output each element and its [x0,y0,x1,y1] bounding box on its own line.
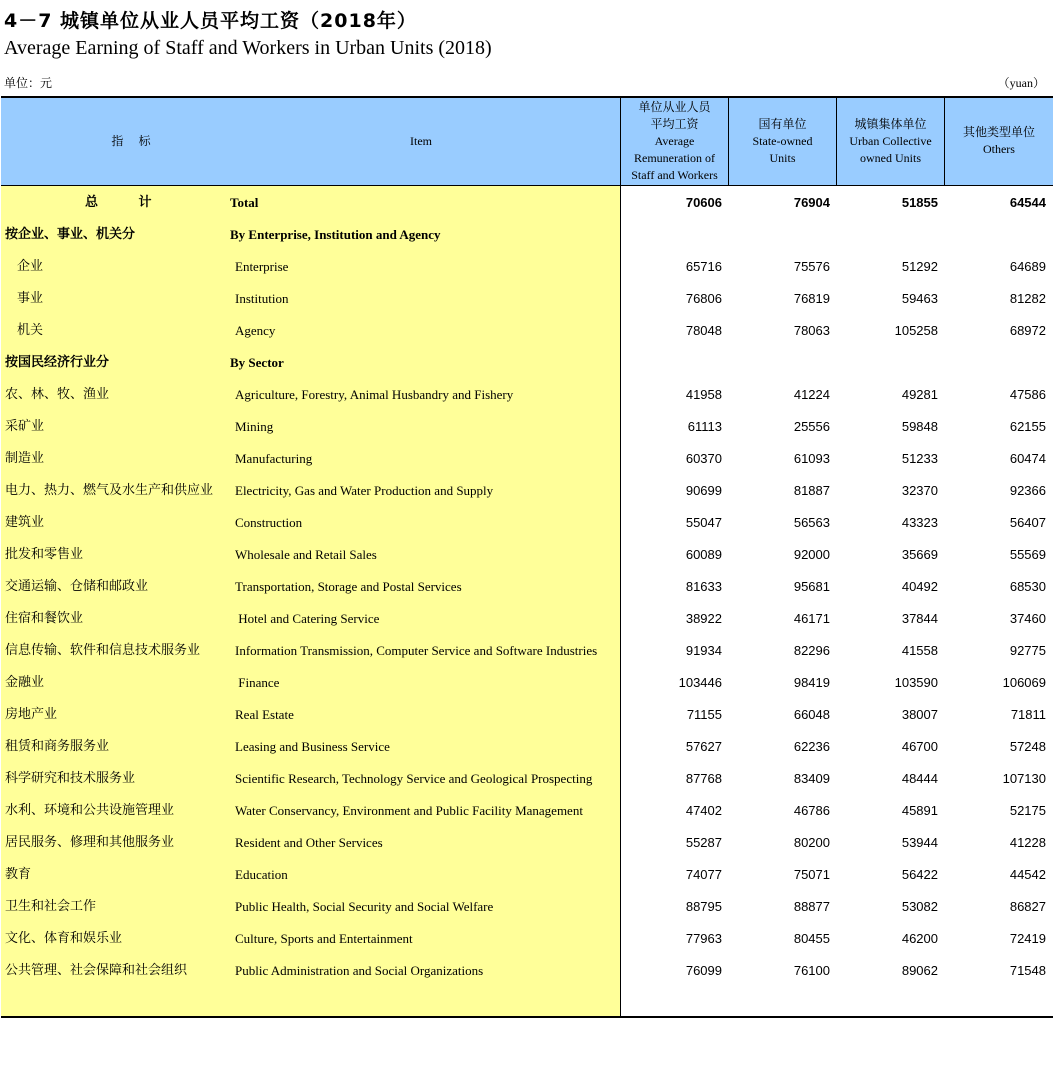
value-state-owned: 76100 [793,963,830,978]
row-label-en: By Enterprise, Institution and Agency [230,227,441,242]
value-others: 52175 [1009,803,1046,818]
row-label-cn: 交通运输、仓储和邮政业 [5,579,149,594]
value-state-owned: 98419 [793,675,830,690]
value-others: 71811 [1010,707,1046,722]
row-label-cn: 总 计 [85,195,170,210]
header-col-average [621,96,728,186]
value-average: 77963 [685,931,722,946]
row-label-cn: 农、林、牧、渔业 [5,387,110,402]
value-collective: 51855 [901,195,938,210]
header-col1-en-line1: Average [654,133,695,148]
row-label-cn: 建筑业 [5,515,45,530]
table-row [1,603,1053,635]
table-row [1,827,1053,859]
row-label-cn: 信息传输、软件和信息技术服务业 [5,643,201,658]
row-label-cn: 事业 [17,291,44,306]
row-label-en: Scientific Research, Technology Service and Geological Prospecting [235,771,593,786]
value-state-owned: 62236 [793,739,830,754]
table-row [1,859,1053,891]
value-collective: 46200 [901,931,938,946]
value-others: 86827 [1009,899,1046,914]
row-label-en: Total [230,195,259,210]
value-average: 74077 [685,867,722,882]
value-average: 103446 [678,675,722,690]
table-row [1,315,1053,347]
value-average: 71155 [686,707,722,722]
header-col2-en-line1: State-owned [752,133,813,148]
header-col4-en-line1: Others [982,142,1015,156]
value-state-owned: 61093 [793,451,830,466]
value-average: 91934 [685,643,722,658]
table-row [1,923,1053,955]
value-state-owned: 76819 [793,291,830,306]
value-others: 107130 [1002,771,1046,786]
table-title-en: Average Earning of Staff and Workers in Urban Units (2018) [4,37,492,59]
row-label-en: Transportation, Storage and Postal Services [235,579,462,594]
value-others: 64689 [1009,259,1046,274]
row-label-cn: 企业 [17,259,44,274]
value-state-owned: 76904 [793,195,830,210]
value-collective: 89062 [901,963,938,978]
header-col1-cn-line1: 单位从业人员 [638,99,711,114]
value-collective: 59463 [901,291,938,306]
value-collective: 46700 [901,739,938,754]
row-label-cn: 金融业 [5,675,45,690]
table-row [1,891,1053,923]
value-state-owned: 56563 [793,515,830,530]
row-label-en: Leasing and Business Service [235,739,390,754]
value-average: 60089 [685,547,722,562]
value-collective: 51292 [901,259,938,274]
value-state-owned: 88877 [793,899,830,914]
value-others: 72419 [1009,931,1046,946]
value-collective: 48444 [901,771,938,786]
row-label-cn: 住宿和餐饮业 [5,611,84,626]
value-collective: 51233 [901,451,938,466]
table-row [1,475,1053,507]
row-label-en: Culture, Sports and Entertainment [235,931,413,946]
row-label-cn: 制造业 [5,451,45,466]
header-col2-en-line2: Units [769,150,796,165]
value-state-owned: 83409 [793,771,830,786]
value-others [945,219,1046,251]
row-label-cn: 按企业、事业、机关分 [5,227,136,242]
value-average: 87768 [685,771,722,786]
row-label-cn: 科学研究和技术服务业 [5,771,136,786]
value-others: 62155 [1009,419,1046,434]
value-average: 47402 [685,803,722,818]
table-row [1,411,1053,443]
value-average: 81633 [685,579,722,594]
row-label-en: Public Health, Social Security and Social Welfare [235,899,494,914]
value-collective [837,347,938,379]
value-average: 60370 [685,451,722,466]
value-collective: 56422 [901,867,938,882]
row-label-en: Resident and Other Services [235,835,383,850]
value-average: 90699 [685,483,722,498]
value-others: 56407 [1009,515,1046,530]
value-state-owned: 81887 [793,483,830,498]
header-col-others [945,96,1053,186]
header-col2-cn-line1: 国有单位 [758,116,807,131]
row-label-en: Hotel and Catering Service [235,611,380,626]
value-collective [837,219,938,251]
header-col-collective [837,96,944,186]
data-table [1,96,1053,1018]
table-row [1,379,1053,411]
value-others: 81282 [1009,291,1046,306]
value-average: 70606 [685,195,722,210]
value-others [945,347,1046,379]
row-label-en: Electricity, Gas and Water Production and Supply [235,483,494,498]
table-bottom-rule [1,1016,1053,1018]
value-state-owned: 46786 [793,803,830,818]
header-col3-cn-line1: 城镇集体单位 [854,116,927,131]
row-label-en: Agency [235,323,276,338]
value-average: 65716 [685,259,722,274]
value-average: 78048 [685,323,722,338]
value-average [621,219,722,251]
value-state-owned: 80200 [793,835,830,850]
header-col3-en-line1: Urban Collective [849,133,932,148]
table-row [1,731,1053,763]
value-others: 106069 [1002,675,1046,690]
value-others: 71548 [1009,963,1046,978]
header-col1-en-line2: Remuneration of [634,150,715,165]
row-label-en: Finance [235,675,280,690]
row-label-en: Agriculture, Forestry, Animal Husbandry and Fishery [235,387,514,402]
value-others: 57248 [1009,739,1046,754]
value-collective: 37844 [901,611,938,626]
value-others: 44542 [1009,867,1046,882]
value-state-owned: 92000 [793,547,830,562]
row-label-en: Public Administration and Social Organizations [235,963,484,978]
value-others: 92775 [1009,643,1046,658]
value-others: 68530 [1009,579,1046,594]
value-collective: 38007 [901,707,938,722]
row-label-en: By Sector [230,355,284,370]
group-header-row [1,219,1053,251]
header-col4-cn-line1: 其他类型单位 [962,125,1035,139]
value-average: 57627 [685,739,722,754]
row-label-en: Education [235,867,288,882]
row-label-cn: 文化、体育和娱乐业 [5,931,123,946]
table-row [1,571,1053,603]
value-state-owned: 82296 [793,643,830,658]
value-collective: 53082 [901,899,938,914]
row-label-en: Mining [235,419,274,434]
row-label-cn: 公共管理、社会保障和社会组织 [5,963,188,978]
value-others: 68972 [1009,323,1046,338]
value-others: 47586 [1009,387,1046,402]
value-state-owned [729,219,830,251]
value-collective: 45891 [901,803,938,818]
row-label-cn: 租赁和商务服务业 [5,739,110,754]
value-collective: 40492 [901,579,938,594]
row-label-cn: 机关 [17,323,44,338]
value-average: 61113 [687,419,722,434]
value-state-owned: 66048 [793,707,830,722]
row-label-en: Institution [235,291,289,306]
value-collective: 103590 [894,675,938,690]
value-state-owned [729,347,830,379]
value-average: 41958 [685,387,722,402]
value-state-owned: 25556 [793,419,830,434]
value-collective: 53944 [901,835,938,850]
value-collective: 43323 [901,515,938,530]
header-col3-en-line2: owned Units [860,150,921,165]
value-others: 41228 [1009,835,1046,850]
row-label-cn: 居民服务、修理和其他服务业 [5,835,175,850]
table-row [1,443,1053,475]
table-row [1,283,1053,315]
value-average: 38922 [685,611,722,626]
total-row [1,187,1053,219]
table-row [1,763,1053,795]
table-row [1,507,1053,539]
value-collective: 32370 [901,483,938,498]
unit-label-en: （yuan） [997,76,1045,90]
header-col-state-owned [729,96,836,186]
value-average: 88795 [685,899,722,914]
row-label-cn: 房地产业 [5,707,58,722]
table-row [1,539,1053,571]
table-row [1,795,1053,827]
value-others: 37460 [1009,611,1046,626]
row-label-cn: 教育 [5,867,32,882]
value-others: 60474 [1009,451,1046,466]
row-label-cn: 按国民经济行业分 [5,355,110,370]
group-header-row [1,347,1053,379]
row-label-cn: 卫生和社会工作 [5,899,97,914]
row-label-en: Manufacturing [235,451,313,466]
row-label-en: Enterprise [235,259,289,274]
row-label-cn: 水利、环境和公共设施管理业 [5,803,175,818]
row-label-en: Construction [235,515,303,530]
value-state-owned: 75071 [793,867,830,882]
value-collective: 41558 [901,643,938,658]
unit-label-cn: 单位：元 [4,76,53,90]
table-row [1,955,1053,987]
header-indicator [61,96,201,186]
header-item-label: Item [410,133,432,148]
table-row [1,635,1053,667]
header-item [221,96,621,186]
value-average: 76806 [685,291,722,306]
value-state-owned: 75576 [793,259,830,274]
value-state-owned: 80455 [793,931,830,946]
value-state-owned: 41224 [793,387,830,402]
value-average: 55047 [685,515,722,530]
header-col1-en-line3: Staff and Workers [631,167,718,182]
value-others: 92366 [1009,483,1046,498]
value-collective: 105258 [894,323,938,338]
value-collective: 49281 [901,387,938,402]
value-others: 64544 [1009,195,1046,210]
value-state-owned: 78063 [793,323,830,338]
value-others: 55569 [1009,547,1046,562]
row-label-en: Wholesale and Retail Sales [235,547,377,562]
row-label-en: Water Conservancy, Environment and Public Facility Management [235,803,583,818]
table-row [1,251,1053,283]
header-col1-cn-line2: 平均工资 [650,116,699,131]
row-label-en: Information Transmission, Computer Service and Software Industries [235,643,598,658]
value-state-owned: 46171 [793,611,830,626]
row-label-cn: 批发和零售业 [5,547,84,562]
value-collective: 59848 [901,419,938,434]
value-state-owned: 95681 [793,579,830,594]
row-label-cn: 电力、热力、燃气及水生产和供应业 [5,483,214,498]
table-title-cn: 4－7 城镇单位从业人员平均工资（2018年） [4,10,417,32]
table-row [1,667,1053,699]
value-average [621,347,722,379]
table-row [1,699,1053,731]
value-collective: 35669 [901,547,938,562]
row-label-en: Real Estate [235,707,294,722]
value-average: 55287 [685,835,722,850]
header-indicator-label: 指 标 [111,133,151,148]
row-label-cn: 采矿业 [5,419,45,434]
value-average: 76099 [685,963,722,978]
